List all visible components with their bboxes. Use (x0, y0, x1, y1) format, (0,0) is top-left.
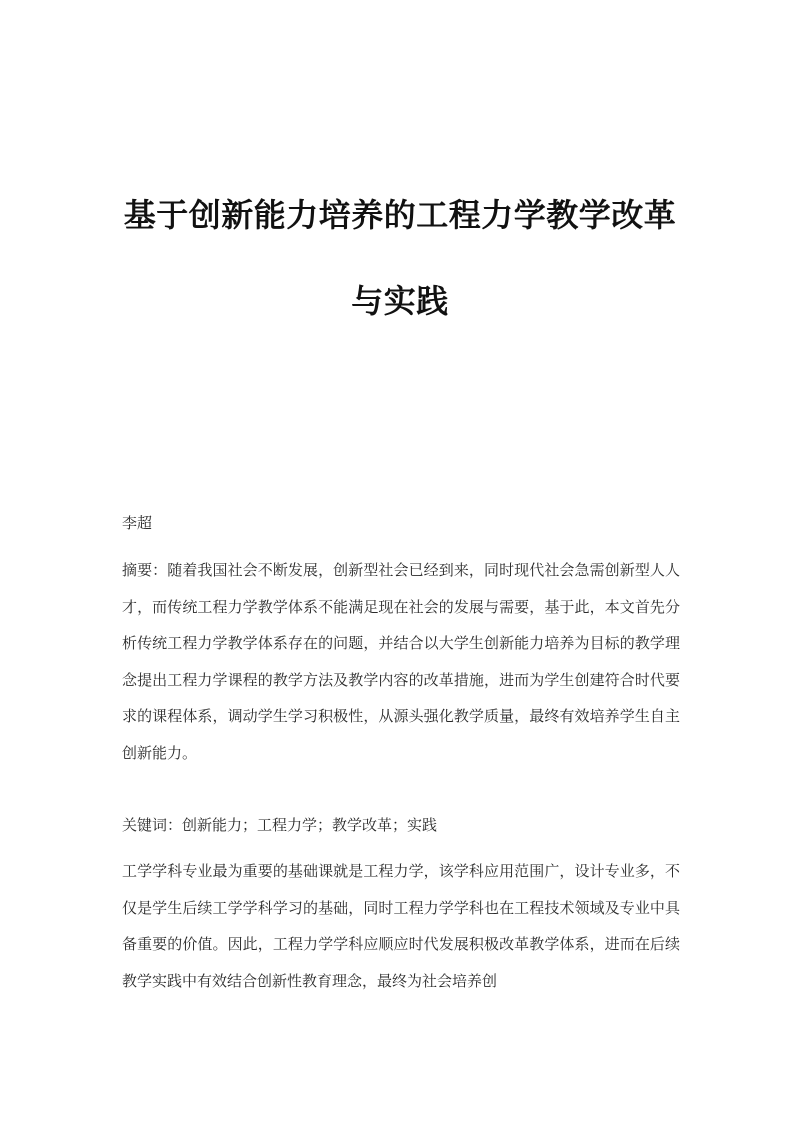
intro-paragraph: 工学学科专业最为重要的基础课就是工程力学，该学科应用范围广，设计专业多，不仅是学生后续工学学科学习的基础，同时工程力学学科也在工程技术领域及专业中具备重要的价值。因此，工程力学学科应顺应时代发展积极改革教学体系，进而在后续教学实践中有效结合创新性教育理念，最终为社会培养创 (122, 862, 680, 990)
author-name: 李超 (122, 514, 153, 532)
paper-title-line-1: 基于创新能力培养的工程力学教学改革 (123, 196, 677, 234)
abstract-paragraph: 摘要：随着我国社会不断发展，创新型社会已经到来，同时现代社会急需创新型人人才，而传统工程力学教学体系不能满足现在社会的发展与需要，基于此，本文首先分析传统工程力学教学体系存在的问题，并结合以大学生创新能力培养为目标的教学理念提出工程力学课程的教学方法及教学内容的改革措施，进而为学生创建符合时代要求的课程体系，调动学生学习积极性，从源头强化教学质量，最终有效培养学生自主创新能力。 (122, 561, 680, 762)
paper-title-line-2: 与实践 (351, 282, 449, 320)
keywords-line: 关键词：创新能力；工程力学；教学改革；实践 (122, 816, 438, 834)
